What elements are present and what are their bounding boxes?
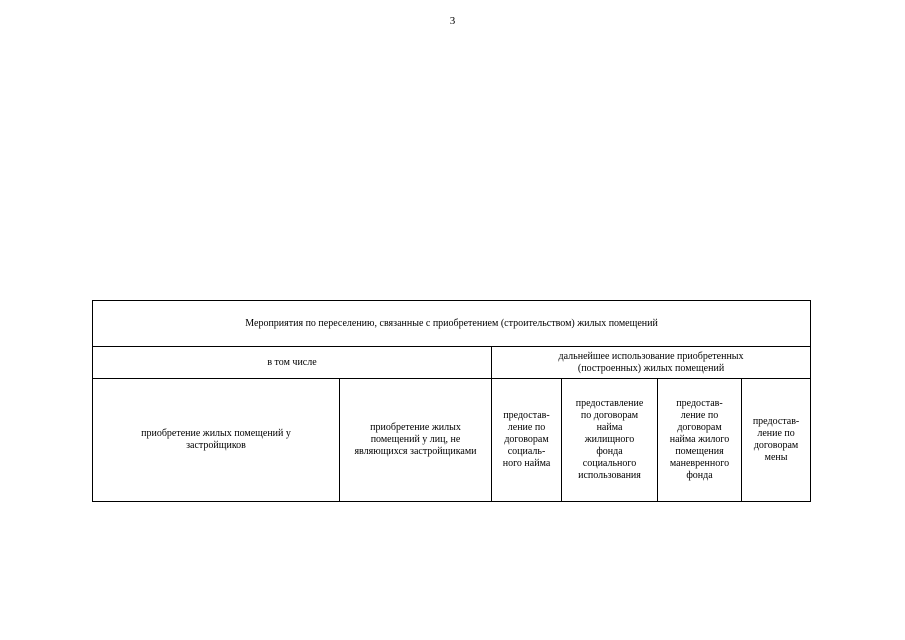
header-maneuver-l5: маневренного <box>669 458 730 469</box>
header-further-use <box>492 347 811 379</box>
header-maneuver-l3: найма жилого <box>669 434 730 445</box>
header-exchange-l3: мены <box>764 452 788 463</box>
header-maneuver-l2: договорам <box>677 422 722 433</box>
header-social-hire-l2: договорам <box>504 434 549 445</box>
header-non-developers-line2: помещений у лиц, не <box>370 434 461 445</box>
header-exchange-l2: договорам <box>753 440 799 451</box>
header-social-use <box>562 379 658 502</box>
table-row <box>93 301 811 347</box>
header-exchange-l1: ление по <box>757 428 795 439</box>
resettlement-table <box>92 300 811 502</box>
header-including: в том числе <box>93 347 492 379</box>
header-maneuver-l6: фонда <box>686 470 713 481</box>
header-social-use-l6: использования <box>578 470 641 481</box>
page-number: 3 <box>449 15 456 27</box>
header-social-use-l1: по договорам <box>580 410 639 421</box>
header-developers <box>93 379 340 502</box>
header-further-use-line2: (построенных) жилых помещений <box>577 362 725 374</box>
table-row <box>93 347 811 379</box>
header-further-use-line1: дальнейшее использование приобретенных <box>558 350 744 362</box>
header-social-use-l4: фонда <box>596 446 623 457</box>
header-maneuver-l4: помещения <box>675 446 724 457</box>
header-non-developers-line1: приобретение жилых <box>370 422 461 433</box>
header-social-use-l5: социального <box>582 458 637 469</box>
header-social-hire-l0: предостав- <box>503 410 550 421</box>
header-social-hire-l1: ление по <box>507 422 546 433</box>
header-social-use-l0: предоставление <box>575 398 644 409</box>
header-maneuver-l0: предостав- <box>676 398 723 409</box>
table-row <box>93 379 811 502</box>
table-title: Мероприятия по переселению, связанные с приобретением (строительством) жилых помещений <box>93 301 811 347</box>
header-maneuver-l1: ление по <box>680 410 719 421</box>
header-non-developers <box>340 379 492 502</box>
header-social-hire-l4: ного найма <box>502 458 551 469</box>
header-social-use-l2: найма <box>596 422 623 433</box>
header-social-use-l3: жилищного <box>584 434 635 445</box>
header-developers-text: приобретение жилых помещений у застройщиков <box>141 428 291 451</box>
header-exchange-l0: предостав- <box>752 416 800 427</box>
header-non-developers-line3: являющихся застройщиками <box>354 446 477 457</box>
header-maneuver <box>658 379 742 502</box>
header-social-hire-l3: социаль- <box>507 446 546 457</box>
header-exchange <box>742 379 811 502</box>
header-social-hire <box>492 379 562 502</box>
